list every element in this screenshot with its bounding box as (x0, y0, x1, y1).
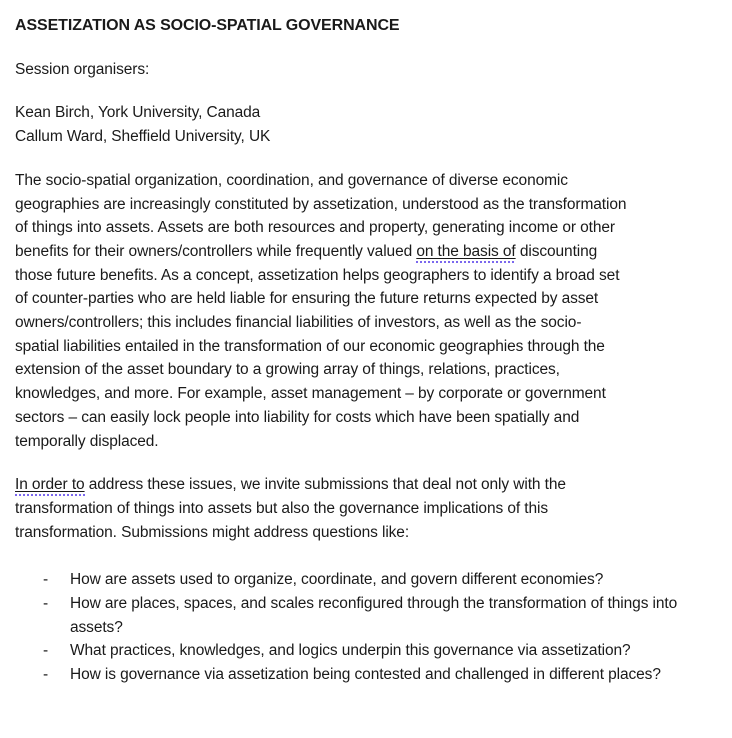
organisers-label: Session organisers: (15, 60, 150, 78)
list-item (43, 639, 716, 663)
intro-line: temporally displaced. (15, 432, 159, 450)
question-text: How are places, spaces, and scales reconfigured through the transformation of things into assets? (70, 595, 678, 636)
intro-line: of counter-parties who are held liable for ensuring the future returns expected by asset (15, 290, 599, 308)
intro-line: spatial liabilities entailed in the transformation of our economic geographies through the (15, 337, 605, 355)
intro-line: those future benefits. As a concept, assetization helps geographers to identify a broad set (15, 266, 620, 284)
intro-line: geographies are increasingly constituted by assetization, understood as the transformation (15, 195, 627, 213)
bullet-dash: - (43, 642, 49, 660)
question-text: How is governance via assetization being contested and challenged in different places? (70, 666, 661, 684)
list-item (43, 663, 716, 687)
questions-list (15, 568, 716, 687)
intro-line: of things into assets. Assets are both resources and property, generating income or other (15, 219, 615, 237)
invite-line: transformation. Submissions might address questions like: (15, 523, 410, 541)
intro-line: owners/controllers; this includes financial liabilities of investors, as well as the socio- (15, 314, 582, 332)
intro-line: sectors – can easily lock people into liability for costs which have been spatially and (15, 408, 580, 426)
organiser-1: Kean Birch, York University, Canada (15, 104, 261, 122)
invite-paragraph (15, 473, 716, 544)
list-item (43, 592, 716, 639)
intro-line (15, 240, 716, 264)
organisers-list (15, 101, 716, 148)
question-text: How are assets used to organize, coordinate, and govern different economies? (70, 571, 604, 589)
intro-line: The socio-spatial organization, coordination, and governance of diverse economic (15, 171, 568, 189)
invite-line (15, 473, 716, 497)
intro-line: extension of the asset boundary to a growing array of things, relations, practices, (15, 361, 560, 379)
editor-suggestion-underline[interactable]: In order to (15, 476, 85, 496)
bullet-dash: - (43, 571, 49, 589)
bullet-dash: - (43, 595, 49, 613)
intro-line-pre: benefits for their owners/controllers while frequently valued (15, 242, 417, 260)
list-item (43, 568, 716, 592)
editor-suggestion-underline[interactable]: on the basis of (416, 243, 515, 263)
intro-line-post: discounting (515, 242, 598, 260)
intro-line: knowledges, and more. For example, asset management – by corporate or government (15, 385, 606, 403)
organiser-2: Callum Ward, Sheffield University, UK (15, 128, 271, 146)
question-text: What practices, knowledges, and logics underpin this governance via assetization? (70, 642, 631, 660)
page-title: ASSETIZATION AS SOCIO-SPATIAL GOVERNANCE (15, 17, 400, 34)
intro-paragraph (15, 169, 716, 453)
bullet-dash: - (43, 666, 49, 684)
invite-line-post: address these issues, we invite submissions that deal not only with the (84, 476, 566, 494)
invite-line: transformation of things into assets but also the governance implications of this (15, 499, 548, 517)
